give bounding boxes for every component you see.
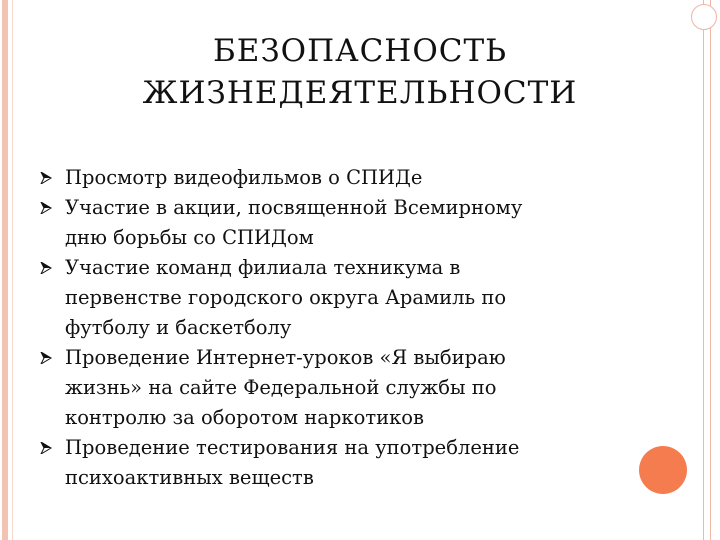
- slide-title-line: БЕЗОПАСНОСТЬ: [212, 33, 508, 69]
- arrowhead-bullet-icon: [40, 352, 52, 364]
- bullet-text-line: первенстве городского округа Арамиль по: [65, 286, 507, 309]
- bullet-text-line: Проведение тестирования на употребление: [65, 436, 520, 459]
- bullet-text-line: жизнь» на сайте Федеральной службы по: [65, 376, 497, 399]
- arrowhead-bullet-icon: [40, 172, 52, 184]
- bullet-text-line: Проведение Интернет-уроков «Я выбираю: [65, 346, 506, 369]
- left-frame-inner-line: [12, 0, 13, 540]
- arrowhead-bullet-icon: [40, 262, 52, 274]
- bullet-text-line: Участие в акции, посвященной Всемирному: [65, 196, 523, 219]
- slide-title-line: ЖИЗНЕДЕЯТЕЛЬНОСТИ: [142, 75, 578, 111]
- right-frame-outer-line: [710, 0, 711, 540]
- decorative-circle-top: [691, 4, 717, 30]
- bullet-list: [40, 163, 610, 493]
- arrowhead-bullet-icon: [40, 442, 52, 454]
- bullet-text-line: Участие команд филиала техникума в: [65, 256, 461, 279]
- bullet-text-line: контролю за оборотом наркотиков: [65, 406, 425, 429]
- bullet-item: [40, 193, 610, 253]
- left-frame-border: [2, 0, 8, 540]
- bullet-item: [40, 163, 610, 193]
- bullet-item: [40, 343, 610, 433]
- slide-title: [70, 30, 650, 114]
- bullet-text-line: психоактивных веществ: [65, 466, 314, 489]
- bullet-text-line: дню борьбы со СПИДом: [65, 226, 314, 249]
- decorative-circle-accent: [639, 446, 687, 494]
- arrowhead-bullet-icon: [40, 202, 52, 214]
- bullet-text-line: футболу и баскетболу: [65, 316, 292, 339]
- right-frame-line: [703, 0, 704, 540]
- bullet-item: [40, 433, 610, 493]
- bullet-text-line: Просмотр видеофильмов о СПИДе: [65, 166, 423, 189]
- bullet-item: [40, 253, 610, 343]
